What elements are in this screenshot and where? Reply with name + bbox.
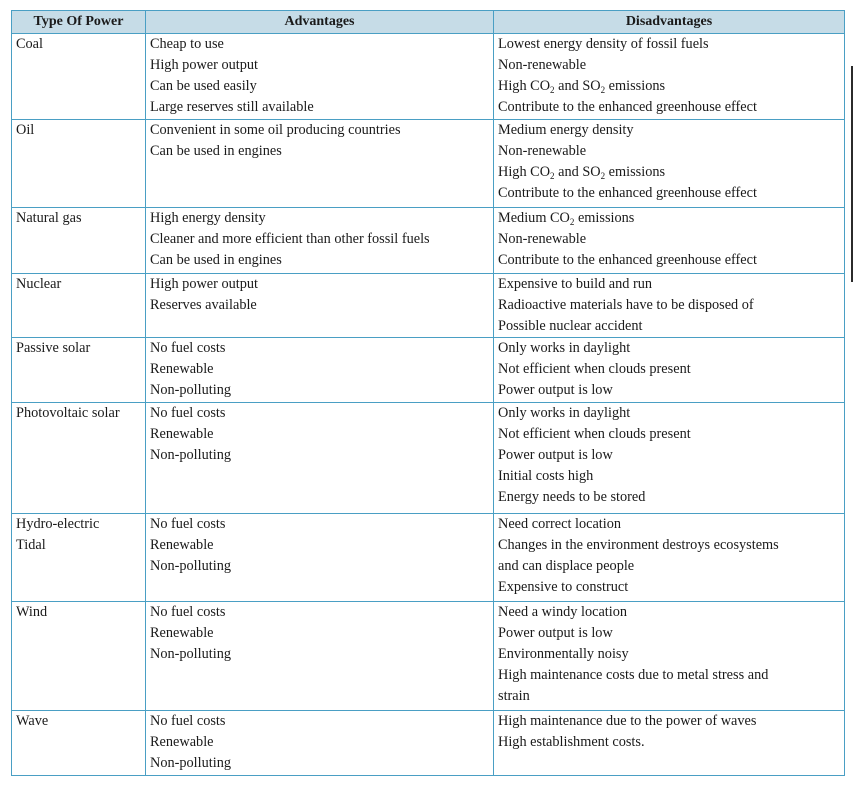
disadvantage-item <box>498 229 844 250</box>
cell-advantages <box>146 34 494 120</box>
advantage-item: Renewable <box>150 360 214 377</box>
disadvantage-text: Non-renewable <box>498 230 587 247</box>
cell-type <box>12 120 146 208</box>
disadvantage-text: Expensive to build and run <box>498 276 653 292</box>
disadvantage-text: Medium CO <box>498 210 570 226</box>
table-row <box>12 208 845 274</box>
disadvantage-item <box>498 316 844 337</box>
cell-disadvantages <box>494 120 845 208</box>
header-advantages: Advantages <box>146 11 494 34</box>
power-comparison-table <box>11 10 845 776</box>
table-row <box>12 274 845 338</box>
disadvantage-text: Power output is low <box>498 446 613 463</box>
disadvantage-text: Expensive to construct <box>498 578 629 595</box>
cell-type <box>12 602 146 711</box>
cell-advantages <box>146 208 494 274</box>
cell-disadvantages <box>494 338 845 403</box>
advantage-item: Reserves available <box>150 296 257 313</box>
cell-type <box>12 514 146 602</box>
table-row <box>12 514 845 602</box>
disadvantage-text: Contribute to the enhanced greenhouse effect <box>498 98 757 115</box>
advantage-item: No fuel costs <box>150 713 226 729</box>
table-row <box>12 34 845 120</box>
disadvantage-text: emissions <box>605 77 666 94</box>
disadvantage-item <box>498 208 844 229</box>
advantage-item: Can be used in engines <box>150 251 282 268</box>
cell-disadvantages <box>494 514 845 602</box>
disadvantage-item <box>498 556 844 577</box>
advantage-item: Non-polluting <box>150 645 232 662</box>
disadvantage-item <box>498 274 844 295</box>
type-label: Wind <box>16 604 48 620</box>
table-row <box>12 403 845 514</box>
disadvantage-item <box>498 602 844 623</box>
cell-advantages <box>146 338 494 403</box>
cell-disadvantages <box>494 602 845 711</box>
disadvantage-item <box>498 424 844 445</box>
type-label: Passive solar <box>16 340 91 356</box>
cell-advantages <box>146 274 494 338</box>
advantage-item: No fuel costs <box>150 516 226 532</box>
disadvantage-text: Contribute to the enhanced greenhouse effect <box>498 251 757 268</box>
subscript-text: 2 <box>600 84 606 95</box>
disadvantage-text: Radioactive materials have to be disposed of <box>498 296 754 313</box>
disadvantage-text: strain <box>498 687 530 704</box>
type-label: Photovoltaic solar <box>16 405 120 421</box>
advantage-item: Renewable <box>150 733 214 750</box>
disadvantage-text: Energy needs to be stored <box>498 488 646 505</box>
advantage-item: No fuel costs <box>150 604 226 620</box>
disadvantage-item <box>498 686 844 707</box>
advantage-item: Can be used easily <box>150 77 257 94</box>
disadvantage-item <box>498 250 844 271</box>
advantage-item: Non-polluting <box>150 446 232 463</box>
advantage-item: Convenient in some oil producing countries <box>150 122 401 138</box>
disadvantage-text: Non-renewable <box>498 142 587 159</box>
disadvantage-item <box>498 577 844 598</box>
type-label: Wave <box>16 713 49 729</box>
advantage-item: Renewable <box>150 425 214 442</box>
disadvantage-item <box>498 711 844 732</box>
disadvantage-item <box>498 34 844 55</box>
disadvantage-text: Possible nuclear accident <box>498 317 643 334</box>
disadvantage-text: Not efficient when clouds present <box>498 360 691 377</box>
cell-type <box>12 338 146 403</box>
disadvantage-item <box>498 162 844 183</box>
disadvantage-item <box>498 665 844 686</box>
disadvantage-item <box>498 445 844 466</box>
disadvantage-text: High CO <box>498 77 551 94</box>
type-label: Tidal <box>16 536 46 553</box>
cell-type <box>12 34 146 120</box>
disadvantage-text: emissions <box>605 163 666 180</box>
subscript-text: 2 <box>569 217 575 227</box>
disadvantage-item <box>498 183 844 204</box>
disadvantage-text: High maintenance costs due to metal stress and <box>498 666 769 683</box>
disadvantage-item <box>498 466 844 487</box>
disadvantage-text: High establishment costs. <box>498 733 645 750</box>
cell-disadvantages <box>494 403 845 514</box>
disadvantage-item <box>498 295 844 316</box>
cell-disadvantages <box>494 34 845 120</box>
type-label: Natural gas <box>16 210 82 226</box>
disadvantage-text: Medium energy density <box>498 122 634 138</box>
disadvantage-text: Initial costs high <box>498 467 594 484</box>
disadvantage-item <box>498 514 844 535</box>
type-label: Coal <box>16 36 44 52</box>
advantage-item: High power output <box>150 56 259 73</box>
disadvantage-item <box>498 55 844 76</box>
cell-advantages <box>146 711 494 776</box>
disadvantage-item <box>498 644 844 665</box>
disadvantage-text: Power output is low <box>498 381 613 398</box>
advantage-item: Non-polluting <box>150 754 232 771</box>
disadvantage-text: Environmentally noisy <box>498 645 629 662</box>
cell-advantages <box>146 120 494 208</box>
disadvantage-text: and SO <box>554 163 601 180</box>
advantage-item: High energy density <box>150 210 266 226</box>
advantage-item: No fuel costs <box>150 340 226 356</box>
header-disadvantages: Disadvantages <box>494 11 845 34</box>
disadvantage-item <box>498 623 844 644</box>
disadvantage-item <box>498 97 844 118</box>
table-row <box>12 120 845 208</box>
disadvantage-item <box>498 141 844 162</box>
disadvantage-item <box>498 338 844 359</box>
subscript-text: 2 <box>550 170 555 181</box>
subscript-text: 2 <box>600 170 606 181</box>
disadvantage-text: and SO <box>554 77 601 94</box>
advantage-item: Non-polluting <box>150 557 232 574</box>
table-row <box>12 711 845 776</box>
table-row <box>12 338 845 403</box>
cell-type <box>12 274 146 338</box>
table-body <box>12 34 845 776</box>
disadvantage-text: Contribute to the enhanced greenhouse effect <box>498 184 757 201</box>
advantage-item: No fuel costs <box>150 405 226 421</box>
advantage-item: High power output <box>150 276 259 292</box>
cell-advantages <box>146 514 494 602</box>
advantage-item: Can be used in engines <box>150 142 282 159</box>
cell-type <box>12 711 146 776</box>
disadvantage-item <box>498 359 844 380</box>
cell-advantages <box>146 602 494 711</box>
cell-type <box>12 403 146 514</box>
type-label: Oil <box>16 122 35 138</box>
table-row <box>12 602 845 711</box>
disadvantage-text: Need a windy location <box>498 604 628 620</box>
disadvantage-item <box>498 535 844 556</box>
disadvantage-text: Changes in the environment destroys ecosystems <box>498 536 779 553</box>
disadvantage-text: Non-renewable <box>498 56 587 73</box>
subscript-text: 2 <box>550 84 555 95</box>
disadvantage-text: Lowest energy density of fossil fuels <box>498 36 709 52</box>
disadvantage-text: Only works in daylight <box>498 405 631 421</box>
type-label: Nuclear <box>16 276 62 292</box>
advantage-item: Renewable <box>150 536 214 553</box>
page-edge-marker <box>851 66 853 282</box>
disadvantage-text: High maintenance due to the power of waves <box>498 713 757 729</box>
header-row <box>12 11 845 34</box>
disadvantage-text: emissions <box>574 210 635 226</box>
disadvantage-item <box>498 487 844 508</box>
disadvantage-text: Need correct location <box>498 516 622 532</box>
advantage-item: Non-polluting <box>150 381 232 398</box>
disadvantage-text: Not efficient when clouds present <box>498 425 691 442</box>
advantage-item: Large reserves still available <box>150 98 314 115</box>
cell-disadvantages <box>494 274 845 338</box>
disadvantage-text: Only works in daylight <box>498 340 631 356</box>
header-type-of-power: Type Of Power <box>12 11 146 34</box>
disadvantage-item <box>498 732 844 753</box>
cell-disadvantages <box>494 711 845 776</box>
disadvantage-item <box>498 380 844 401</box>
type-label: Hydro-electric <box>16 516 100 532</box>
cell-advantages <box>146 403 494 514</box>
advantage-item: Cheap to use <box>150 36 224 52</box>
disadvantage-item <box>498 120 844 141</box>
disadvantage-text: Power output is low <box>498 624 613 641</box>
disadvantage-item <box>498 403 844 424</box>
disadvantage-text: High CO <box>498 163 551 180</box>
advantage-item: Cleaner and more efficient than other fossil fuels <box>150 230 430 247</box>
cell-disadvantages <box>494 208 845 274</box>
disadvantage-text: and can displace people <box>498 557 635 574</box>
cell-type <box>12 208 146 274</box>
disadvantage-item <box>498 76 844 97</box>
advantage-item: Renewable <box>150 624 214 641</box>
